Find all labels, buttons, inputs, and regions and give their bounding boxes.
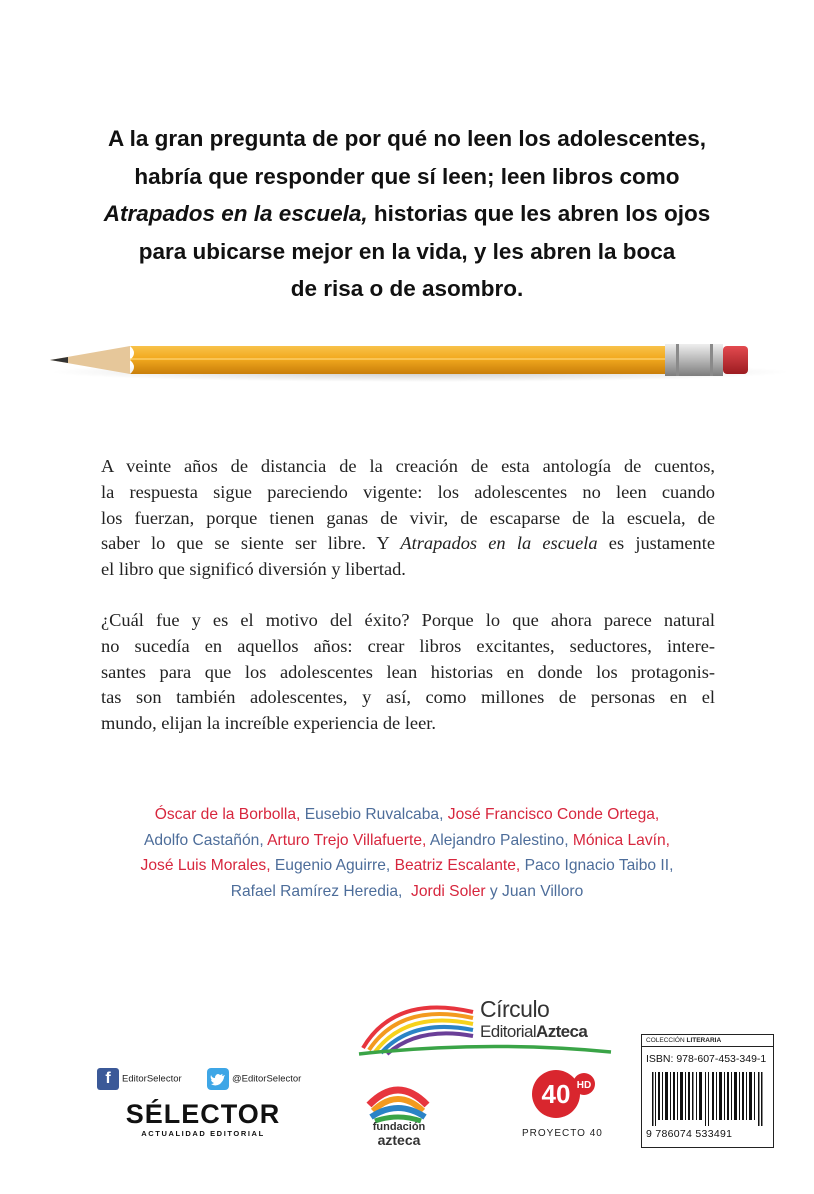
separator: , — [669, 857, 674, 874]
description — [101, 454, 715, 762]
azteca-word: Azteca — [536, 1022, 588, 1041]
pencil-illustration — [20, 340, 795, 386]
text-line: la respuesta sigue pareciendo vigente: los adolescentes no leen cuando — [101, 481, 715, 502]
text-line: el libro que significó diversión y libertad. — [101, 559, 406, 580]
selector-tagline: ACTUALIDAD EDITORIAL — [141, 1129, 265, 1138]
author-row — [80, 879, 734, 905]
selector-wordmark: SÉLECTOR — [125, 1099, 281, 1129]
collection-name: LITERARIA — [686, 1037, 722, 1044]
circulo-word: Círculo — [480, 996, 550, 1022]
separator: , — [259, 831, 264, 849]
author-row — [80, 853, 734, 879]
separator: , — [266, 857, 271, 874]
facebook-handle: EditorSelector — [122, 1073, 182, 1085]
separator: , — [422, 831, 427, 849]
author-name: José Luis Morales — [140, 857, 267, 874]
collection-prefix: COLECCIÓN — [646, 1037, 685, 1044]
quote-line: para ubicarse mejor en la vida, y les abren la boca — [138, 238, 676, 264]
twitter-bird-icon — [207, 1068, 229, 1090]
book-title: Atrapados en la escuela, — [103, 201, 368, 226]
barcode — [652, 1072, 764, 1126]
separator: , — [398, 882, 403, 900]
text-segment: es justamente — [597, 533, 715, 554]
quote-line — [60, 195, 754, 233]
circulo-editorial-wordmark — [480, 996, 587, 1042]
separator: , — [654, 806, 660, 823]
facebook-icon: f — [97, 1068, 119, 1090]
author-name: Eusebio Ruvalcaba — [304, 806, 440, 823]
author-name: Jordi Soler — [411, 882, 486, 900]
text-line — [101, 531, 715, 557]
author-name: Juan Villoro — [502, 882, 584, 900]
author-list — [80, 802, 734, 904]
author-name: José Francisco Conde Ortega — [447, 806, 655, 823]
author-name: Paco Ignacio Taibo II — [524, 857, 670, 874]
book-title: Atrapados en la escuela — [400, 533, 598, 554]
text-line: no sucedía en aquellos años: crear libros excitantes, seductores, intere- — [101, 635, 715, 656]
paragraph-2 — [101, 608, 715, 737]
twitter-link[interactable] — [207, 1068, 301, 1090]
author-name: Rafael Ramírez Heredia — [230, 882, 399, 900]
text-line: A veinte años de distancia de la creación de esta antología de cuentos, — [101, 456, 715, 476]
fundacion-azteca-wordmark — [359, 1122, 439, 1148]
separator: , — [296, 806, 301, 823]
editorial-word: Editorial — [480, 1022, 537, 1041]
text-line: santes para que los adolescentes lean historias en donde los protagonis- — [101, 661, 715, 682]
text-line: los fuerzan, porque tienen ganas de vivir, de escaparse de la escuela, de — [101, 507, 715, 528]
text-segment: saber lo que se siente ser libre. Y — [101, 533, 401, 554]
proyecto-40-label: PROYECTO 40 — [522, 1128, 603, 1139]
paragraph-1 — [101, 454, 715, 583]
facebook-link[interactable] — [97, 1068, 182, 1090]
proyecto40-badge-number: 40 — [541, 1079, 571, 1109]
separator: , — [385, 857, 391, 874]
author-name: Adolfo Castañón — [144, 831, 260, 849]
separator: , — [515, 857, 521, 874]
text-line: tas son también adolescentes, y así, como millones de personas en el — [101, 687, 715, 708]
author-name: Mónica Lavín — [572, 831, 666, 849]
isbn-number: ISBN: 978-607-453-349-1 — [646, 1053, 767, 1065]
pull-quote — [60, 120, 754, 308]
fundacion-word: fundación — [372, 1121, 426, 1133]
proyecto-40-logo — [530, 1068, 600, 1120]
collection-label — [642, 1035, 773, 1047]
proyecto40-hd: HD — [576, 1080, 592, 1091]
separator: , — [665, 831, 670, 849]
author-name: Óscar de la Borbolla — [154, 806, 297, 823]
barcode-digits: 9 786074 533491 — [646, 1128, 733, 1140]
separator: , — [439, 806, 444, 823]
quote-line: habría que responder que sí leen; leen libros como — [134, 163, 680, 189]
author-name: Alejandro Palestino — [429, 831, 565, 849]
azteca-word: azteca — [377, 1132, 421, 1148]
separator: , — [564, 831, 569, 849]
author-name: Arturo Trejo Villafuerte — [267, 831, 422, 849]
quote-text: historias que les abren los ojos — [367, 201, 711, 226]
author-name: Eugenio Aguirre — [274, 857, 386, 874]
author-name: Beatriz Escalante — [394, 857, 516, 874]
quote-line: A la gran pregunta de por qué no leen los adolescentes, — [107, 126, 707, 151]
text-line: ¿Cuál fue y es el motivo del éxito? Porque lo que ahora parece natural — [101, 609, 715, 630]
quote-line: de risa o de asombro. — [290, 276, 524, 301]
isbn-box — [641, 1034, 774, 1148]
text-line: mundo, elijan la increíble experiencia de leer. — [101, 713, 436, 734]
editorial-azteca-word — [480, 1022, 587, 1042]
author-row — [80, 802, 734, 828]
conjunction: y — [485, 882, 503, 900]
author-row — [80, 828, 734, 854]
selector-logo — [122, 1099, 284, 1138]
twitter-handle: @EditorSelector — [232, 1073, 302, 1085]
